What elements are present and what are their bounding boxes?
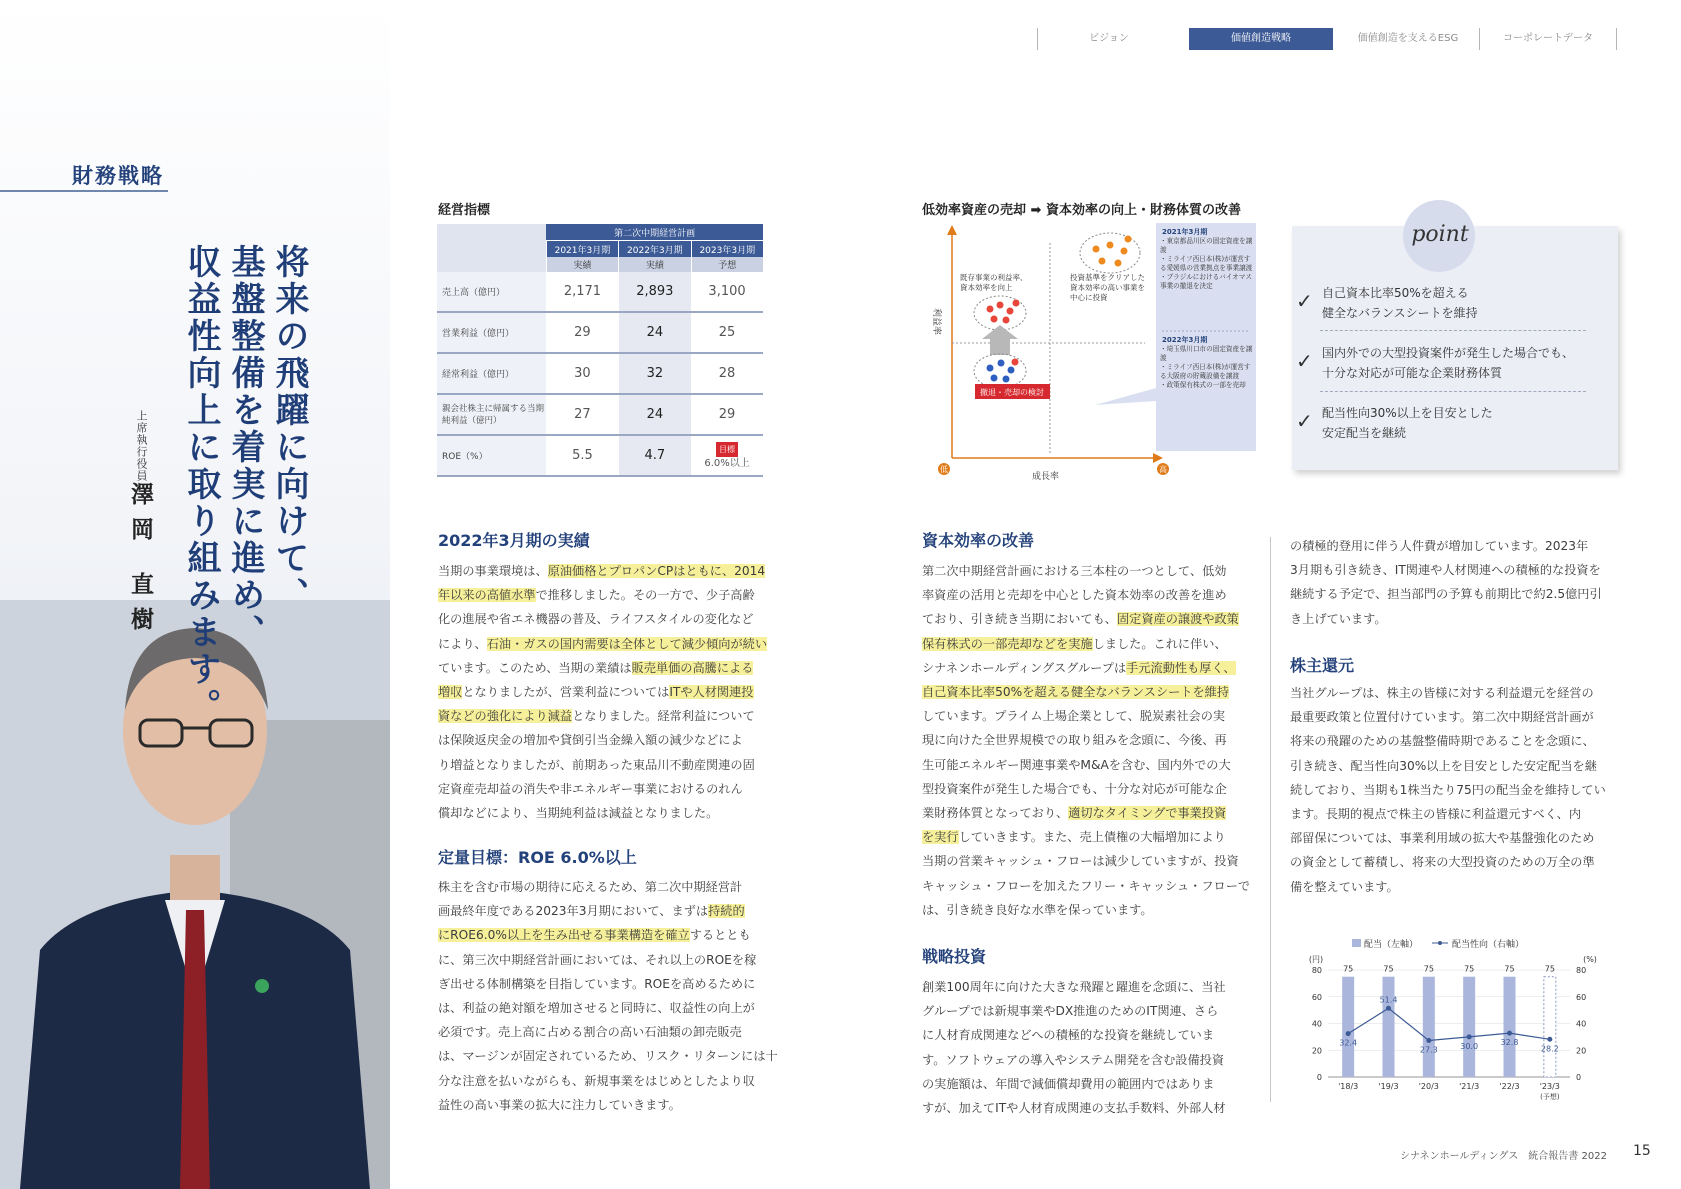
- cell-value: 2,893: [619, 272, 691, 312]
- bar-data-label: 75: [1544, 964, 1555, 974]
- dividend-bar: [1544, 977, 1556, 1077]
- line-data-label: 51.4: [1379, 995, 1398, 1005]
- text-line: [438, 632, 769, 656]
- highlighted-text: ITや人材関連投: [669, 685, 754, 700]
- highlighted-text: にROE6.0%以上を生み出せる事業構造を確立: [438, 928, 690, 943]
- cell-value: 4.7: [619, 435, 691, 476]
- bar-data-label: 75: [1464, 964, 1475, 974]
- text-line: [1290, 607, 1620, 631]
- point-item: [1296, 283, 1602, 323]
- text-run: していきます。また、売上債権の大幅増加により: [958, 830, 1226, 845]
- text-line: [438, 728, 769, 752]
- text-line: [438, 1020, 769, 1044]
- text-line: [1290, 826, 1620, 850]
- line-data-label: 28.2: [1540, 1044, 1559, 1054]
- text-line: [922, 874, 1253, 898]
- text-run: の資金として蓄積し、将来の大型投資のための万全の準: [1290, 855, 1595, 870]
- y-tick-label: 40: [1311, 1019, 1322, 1029]
- cell-value: 24: [619, 394, 691, 435]
- legend-entry: 配当性向（右軸）: [1452, 940, 1525, 950]
- plan-header: 第二次中期経営計画: [546, 224, 763, 241]
- text-run: キャッシュ・フローを加えたフリー・キャッシュ・フローで: [922, 878, 1251, 893]
- point-heading: point: [1411, 222, 1469, 247]
- axis-low-label: 低: [940, 465, 948, 474]
- text-line: [922, 607, 1253, 631]
- year-header: 2023年3月期: [691, 241, 763, 258]
- portfolio-diagram: [920, 223, 1260, 483]
- highlighted-text: 資などの強化により減益: [438, 709, 573, 724]
- row-label: 親会社株主に帰属する当期純利益（億円）: [437, 394, 546, 435]
- text-run: 第二次中期経営計画における三本柱の一つとして、低効: [922, 564, 1227, 578]
- payout-ratio-point: [1547, 1037, 1552, 1042]
- bar-data-label: 75: [1343, 964, 1354, 974]
- point-item: [1296, 343, 1602, 383]
- point-item-line: 十分な対応が可能な企業財務体質: [1322, 366, 1503, 380]
- payout-ratio-point: [1467, 1034, 1472, 1039]
- text-line: [438, 1044, 778, 1068]
- cell-value-target: [691, 435, 763, 476]
- bar-data-label: 75: [1423, 964, 1434, 974]
- point-divider: [1320, 330, 1586, 331]
- text-line: [438, 680, 769, 704]
- bubble-right-text: 投資基準をクリアした: [1070, 273, 1145, 282]
- y-axis-unit-left: (円): [1308, 955, 1324, 964]
- point-item-line: 国内外での大型投資案件が発生した場合でも、: [1322, 346, 1575, 360]
- text-run: グループでは新規事業やDX推進のためのIT関連、さら: [922, 1004, 1219, 1019]
- text-run: 償却などにより、当期純利益は減益となりました。: [438, 806, 719, 821]
- text-run: 最重要政策と位置付けています。第二次中期経営計画が: [1290, 710, 1594, 725]
- text-line: [1290, 778, 1620, 802]
- cell-value: 32: [619, 353, 691, 394]
- highlighted-text: 固定資産の譲渡や政策: [1117, 612, 1239, 627]
- text-run: 必須です。売上高に占める割合の高い石油類の卸売販売: [438, 1025, 742, 1040]
- line-data-label: 30.0: [1460, 1041, 1479, 1051]
- line-data-label: 27.3: [1419, 1045, 1438, 1055]
- checkmark-icon: ✓: [1296, 289, 1313, 313]
- x-tick-label: '23/3: [1539, 1082, 1560, 1091]
- text-line: [438, 996, 769, 1020]
- text-run: となりましたが、営業利益については: [462, 685, 670, 700]
- text-line: [438, 777, 769, 801]
- headline-line-1: 将来の飛躍に向けて、: [269, 244, 309, 614]
- row-label: 営業利益（億円）: [437, 312, 546, 353]
- section-title: 財務戦略: [72, 163, 164, 188]
- text-run: の積極的登用に伴う人件費が増加しています。2023年: [1290, 539, 1589, 553]
- text-line: [922, 704, 1253, 728]
- highlighted-text: 保有株式の一部売却などを実施: [922, 636, 1093, 651]
- table-row: [437, 272, 763, 312]
- text-run: り増益となりましたが、前期あった東品川不動産関連の固: [438, 757, 755, 772]
- text-line: [922, 1023, 1253, 1047]
- legend-swatch: [1438, 941, 1442, 945]
- side-2021-item: ・ブラジルにおけるバイオマス事業の撤退を決定: [1160, 273, 1252, 290]
- footer-report-title: シナネンホールディングス 統合報告書 2022: [1400, 1151, 1607, 1162]
- cell-value: 24: [619, 312, 691, 353]
- highlighted-text: 増収: [438, 685, 463, 700]
- text-line: [438, 1069, 769, 1093]
- x-tick-label: '22/3: [1499, 1082, 1520, 1091]
- point-item: [1296, 403, 1602, 443]
- checkmark-icon: ✓: [1296, 409, 1313, 433]
- heading-shareholder-returns: 株主還元: [1290, 656, 1355, 675]
- text-line: [1290, 802, 1620, 826]
- y-axis-label: 利益率: [931, 308, 941, 336]
- table-row: [437, 312, 763, 353]
- text-line: [438, 899, 769, 923]
- payout-ratio-point: [1507, 1031, 1512, 1036]
- y-tick-label-right: 80: [1576, 966, 1587, 975]
- side-2021-heading: 2021年3月期: [1162, 228, 1208, 236]
- text-run: となりました。経常利益について: [572, 709, 755, 724]
- axis-high-label: 高: [1159, 465, 1167, 474]
- text-line: [438, 559, 769, 583]
- payout-ratio-line: [1348, 1008, 1550, 1040]
- highlighted-text: 自己資本比率50%を超える健全なバランスシートを維持: [922, 685, 1230, 700]
- target-value: 6.0%以上: [704, 457, 750, 469]
- text-line: [1290, 875, 1620, 899]
- text-run: 益性の高い事業の拡大に注力していきます。: [438, 1097, 681, 1112]
- nav-value-creation-strategy[interactable]: 価値創造戦略: [1189, 28, 1333, 50]
- text-line: [922, 849, 1253, 873]
- year-header: 2021年3月期: [546, 241, 618, 258]
- text-run: 引き続き、配当性向30%以上を目安とした安定配当を継: [1290, 758, 1597, 773]
- point-divider: [1320, 391, 1586, 392]
- row-label: 売上高（億円）: [437, 272, 546, 312]
- y-tick-label: 20: [1311, 1046, 1322, 1056]
- highlighted-text: 手元流動性も厚く、: [1126, 660, 1236, 675]
- highlighted-text: 原油価格とプロパンCPはともに、2014: [547, 564, 766, 578]
- text-run: 業財務体質となっており、: [922, 806, 1069, 821]
- cell-value: 29: [691, 394, 763, 435]
- text-line: [922, 975, 1253, 999]
- text-line: [922, 1096, 1253, 1120]
- side-2022-item: ・埼玉県川口市の固定資産を譲渡: [1160, 345, 1253, 362]
- nav-vision[interactable]: ビジョン: [1037, 28, 1180, 50]
- cell-value: 28: [691, 353, 763, 394]
- text-run: シナネンホールディングスグループは: [922, 660, 1127, 675]
- point-item-line: 健全なバランスシートを維持: [1322, 306, 1478, 320]
- cell-value: 5.5: [546, 435, 618, 476]
- y-tick-label-right: 0: [1576, 1073, 1582, 1082]
- text-line: [438, 875, 769, 899]
- page-number: 15: [1633, 1143, 1651, 1159]
- x-tick-label: '20/3: [1418, 1082, 1439, 1091]
- bar-data-label: 75: [1383, 964, 1394, 974]
- text-line: [922, 632, 1253, 656]
- y-tick-label-right: 20: [1576, 1046, 1587, 1056]
- text-run: で推移しました。その一方で、少子高齢: [535, 588, 755, 603]
- point-item-line: 安定配当を継続: [1322, 426, 1407, 440]
- y-tick-label: 80: [1311, 966, 1322, 975]
- payout-ratio-point: [1346, 1031, 1351, 1036]
- kpi-title: 経営指標: [438, 203, 491, 218]
- highlighted-text: 年以来の高値水準: [438, 588, 536, 603]
- highlighted-text: 石油・ガスの国内需要は全体として減少傾向が続い: [486, 636, 768, 651]
- dividend-bar: [1463, 977, 1475, 1077]
- bubble-right-text: 中心に投資: [1070, 293, 1108, 302]
- text-line: [922, 898, 1253, 922]
- text-line: [1290, 534, 1620, 558]
- text-line: [1290, 681, 1620, 705]
- cell-value: 25: [691, 312, 763, 353]
- red-label: 撤退・売却の検討: [980, 388, 1044, 397]
- highlighted-text: 適切なタイミングで事業投資: [1068, 806, 1227, 821]
- body-strategic-investment-cont: [1290, 534, 1620, 631]
- text-run: 部留保については、事業利用域の拡大や基盤強化のため: [1290, 831, 1595, 846]
- text-run: に人材育成関連などへの積極的な投資を継続していま: [922, 1028, 1215, 1043]
- sub-header: 実績: [546, 257, 618, 272]
- text-run: の実施額は、年間で減価償却費用の範囲内ではありま: [922, 1076, 1215, 1091]
- payout-ratio-point: [1386, 1006, 1391, 1011]
- heading-target: 定量目標：ROE 6.0%以上: [438, 848, 637, 867]
- text-run: ています。このため、当期の業績は: [438, 660, 632, 675]
- heading-strategic-investment: 戦略投資: [922, 947, 987, 966]
- text-line: [922, 801, 1253, 825]
- text-run: 生可能エネルギー関連事業やM&Aを含む、国内外での大: [922, 757, 1231, 772]
- cell-value: 27: [546, 394, 618, 435]
- text-run: は保険返戻金の増加や貸倒引当金繰入額の減少などによ: [438, 733, 743, 748]
- text-line: [922, 825, 1253, 849]
- checkmark-icon: ✓: [1296, 349, 1313, 373]
- year-header: 2022年3月期: [619, 241, 691, 258]
- side-2022-item: ・ミライフ西日本(株)が運営する大阪府の貯蔵設備を譲渡: [1160, 363, 1251, 380]
- text-run: き上げています。: [1290, 611, 1387, 626]
- text-line: [438, 923, 769, 947]
- table-row: [437, 353, 763, 394]
- text-line: [922, 753, 1253, 777]
- point-item-line: 配当性向30%以上を目安とした: [1322, 406, 1493, 420]
- text-run: するととも: [689, 928, 751, 943]
- text-run: しています。プライム上場企業として、脱炭素社会の実: [922, 709, 1226, 724]
- text-line: [438, 753, 769, 777]
- text-run: 続しており、当期も1株当たり75円の配当金を維持してい: [1290, 782, 1606, 797]
- side-2021-item: ・東京都品川区の固定資産を譲渡: [1160, 237, 1253, 254]
- section-rule: [0, 190, 168, 192]
- text-run: 創業100周年に向けた大きな飛躍と躍進を念頭に、当社: [922, 980, 1226, 994]
- sub-header: 実績: [619, 257, 691, 272]
- text-line: [922, 680, 1253, 704]
- text-run: は、利益の絶対額を増加させると同時に、収益性の向上が: [438, 1001, 755, 1016]
- headline-line-3: 収益性向上に取り組みます。: [181, 244, 221, 725]
- bar-data-label: 75: [1504, 964, 1515, 974]
- text-run: 継続する予定で、担当部門の予算も前期比で約2.5億円引: [1290, 587, 1602, 602]
- text-line: [438, 972, 769, 996]
- line-data-label: 32.4: [1339, 1038, 1358, 1048]
- text-line: [922, 656, 1253, 680]
- x-axis-label: 成長率: [1032, 472, 1060, 482]
- text-run: すが、加えてITや人材育成関連の支払手数料、外部人材: [922, 1101, 1226, 1116]
- diagram-title: 低効率資産の売却 ➡ 資本効率の向上・財務体質の改善: [922, 203, 1241, 218]
- y-axis-unit-right: (%): [1583, 955, 1597, 964]
- highlighted-text: 販売単価の高騰による: [631, 660, 754, 675]
- side-2021-item: ・ミライフ西日本(株)が運営する愛媛県の営業拠点を事業譲渡: [1160, 255, 1253, 272]
- text-line: [1290, 729, 1620, 753]
- text-run: は、マージンが固定されているため、リスク・リターンには十: [438, 1049, 778, 1064]
- text-run: 将来の飛躍のための基盤整備時期であることを念頭に、: [1290, 734, 1595, 749]
- x-tick-note: (予想): [1540, 1093, 1560, 1101]
- payout-ratio-point: [1426, 1038, 1431, 1043]
- executive-name: 澤岡 直樹: [127, 482, 154, 643]
- text-run: 率資産の活用と売却を中心とした資本効率の改善を進め: [922, 588, 1227, 603]
- text-run: しました。これに伴い、: [1092, 636, 1227, 651]
- text-line: [922, 999, 1253, 1023]
- legend-swatch: [1352, 939, 1361, 947]
- text-run: 3月期も引き続き、IT関連や人材関連への積極的な投資を: [1290, 563, 1601, 578]
- text-run: ぎ出せる体制構築を目指しています。ROEを高めるために: [438, 976, 756, 991]
- text-run: 型投資案件が発生した場合でも、十分な対応が可能な企: [922, 781, 1227, 796]
- cell-value: 3,100: [691, 272, 763, 312]
- text-run: 当期の事業環境は、: [438, 564, 548, 578]
- text-run: 当社グループは、株主の皆様に対する利益還元を経営の: [1290, 686, 1594, 700]
- text-line: [438, 1093, 769, 1117]
- y-tick-label-right: 60: [1576, 992, 1587, 1002]
- text-line: [1290, 582, 1620, 606]
- text-line: [1290, 754, 1620, 778]
- text-run: 株主を含む市場の期待に応えるため、第二次中期経営計: [438, 880, 743, 894]
- text-run: 定資産売却益の消失や非エネルギー事業におけるのれん: [438, 781, 743, 796]
- text-line: [922, 1072, 1253, 1096]
- text-run: は、引き続き良好な水準を保っています。: [922, 902, 1153, 917]
- column-divider: [1270, 537, 1271, 1102]
- text-run: 分な注意を払いながらも、新規事業をはじめとしたより収: [438, 1073, 755, 1088]
- text-line: [438, 583, 769, 607]
- x-tick-label: '21/3: [1459, 1082, 1480, 1091]
- text-run: により、: [438, 636, 487, 651]
- body-capital-efficiency: [922, 559, 1253, 922]
- text-run: ます。長期的視点で株主の皆様に利益還元すべく、内: [1290, 807, 1582, 822]
- row-label: ROE（%）: [437, 435, 546, 476]
- text-line: [438, 607, 769, 631]
- highlighted-text: を実行: [922, 830, 959, 845]
- text-run: 備を整えています。: [1290, 879, 1399, 894]
- nav-esg[interactable]: 価値創造を支えるESG: [1357, 33, 1459, 44]
- legend-entry: 配当（左軸）: [1364, 940, 1419, 950]
- text-run: に、第三次中期経営計画においては、それ以上のROEを稼: [438, 952, 757, 967]
- side-2022-item: ・政策保有株式の一部を売却: [1160, 381, 1246, 389]
- dividend-chart: [1290, 935, 1620, 1110]
- body-results: [438, 559, 769, 825]
- sub-header: 予想: [691, 257, 763, 272]
- table-corner: [437, 224, 546, 272]
- target-badge: 目標: [716, 442, 738, 457]
- text-line: [1290, 705, 1620, 729]
- y-tick-label-right: 40: [1576, 1019, 1587, 1029]
- table-row: [437, 394, 763, 435]
- row-label: 経常利益（億円）: [437, 353, 546, 394]
- cell-value: 29: [546, 312, 618, 353]
- headline-line-2: 基盤整備を着実に進め、: [225, 244, 265, 651]
- text-run: 画最終年度である2023年3月期において、まずは: [438, 904, 709, 919]
- side-2022-heading: 2022年3月期: [1162, 336, 1208, 344]
- executive-title: 上席執行役員: [135, 410, 148, 482]
- text-run: ており、引き続き当期においても、: [922, 612, 1117, 627]
- kpi-table: [437, 224, 763, 477]
- bubble-left-text: 既存事業の利益率、: [960, 273, 1028, 282]
- heading-results: 2022年3月期の実績: [438, 531, 590, 550]
- cell-value: 2,171: [546, 272, 618, 312]
- table-row: [437, 435, 763, 476]
- y-tick-label: 60: [1311, 992, 1322, 1002]
- text-line: [1290, 558, 1620, 582]
- dividend-bar: [1423, 977, 1435, 1077]
- text-line: [922, 777, 1253, 801]
- nav-corporate-data[interactable]: コーポレートデータ: [1479, 28, 1617, 50]
- text-line: [922, 1048, 1253, 1072]
- body-strategic-investment: [922, 975, 1253, 1120]
- text-line: [438, 656, 769, 680]
- text-line: [438, 704, 769, 728]
- text-run: 当期の営業キャッシュ・フローは減少していますが、投資: [922, 854, 1239, 869]
- point-item-line: 自己資本比率50%を超える: [1322, 286, 1469, 300]
- text-run: 化の進展や省エネ機器の普及、ライフスタイルの変化など: [438, 612, 754, 627]
- dividend-bar: [1383, 977, 1395, 1077]
- dividend-bar: [1504, 977, 1516, 1077]
- text-line: [438, 801, 769, 825]
- text-line: [1290, 850, 1620, 874]
- dividend-bar: [1342, 977, 1354, 1077]
- text-run: す。ソフトウェアの導入やシステム開発を含む設備投資: [922, 1052, 1225, 1067]
- highlighted-text: 持続的: [708, 904, 745, 919]
- body-shareholder-returns: [1290, 681, 1620, 899]
- text-line: [922, 559, 1253, 583]
- line-data-label: 32.8: [1500, 1038, 1519, 1048]
- text-line: [922, 728, 1253, 752]
- bubble-right-text: 資本効率の高い事業を: [1070, 283, 1145, 292]
- heading-capital-efficiency: 資本効率の改善: [922, 531, 1035, 550]
- section-nav: [1037, 28, 1617, 50]
- text-line: [438, 948, 769, 972]
- x-tick-label: '19/3: [1378, 1082, 1399, 1091]
- x-tick-label: '18/3: [1338, 1082, 1359, 1091]
- bubble-left-text: 資本効率を向上: [960, 283, 1013, 292]
- text-line: [922, 583, 1253, 607]
- text-run: 現に向けた全世界規模での取り組みを念頭に、今後、再: [922, 733, 1227, 748]
- y-tick-label: 0: [1316, 1073, 1322, 1082]
- cell-value: 30: [546, 353, 618, 394]
- body-target: [438, 875, 778, 1117]
